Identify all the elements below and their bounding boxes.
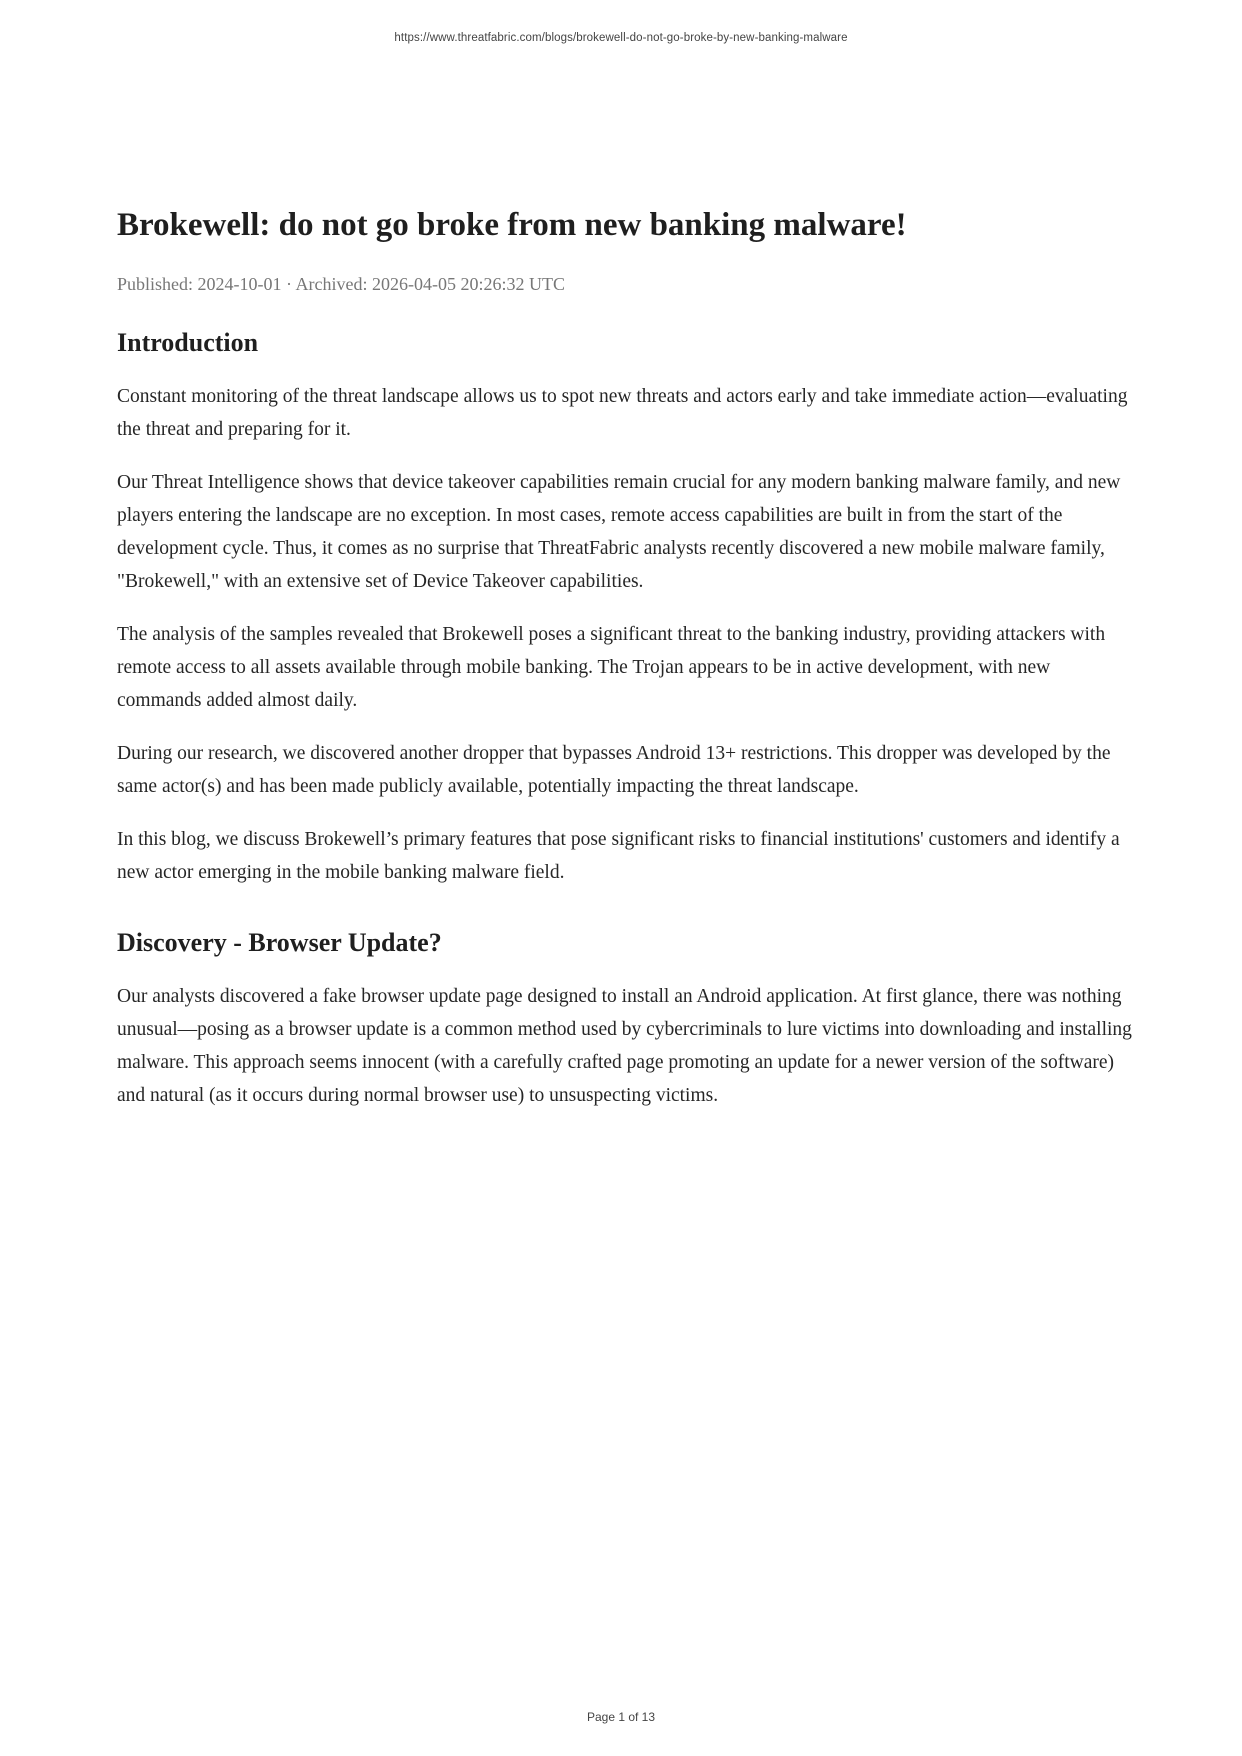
page-url-header: https://www.threatfabric.com/blogs/brokewell-do-not-go-broke-by-new-banking-malware bbox=[394, 32, 848, 44]
paragraph: Our analysts discovered a fake browser update page designed to install an Android application. At first glance, there was nothing unusual—posing as a browser update is a common method used by cybercriminals to lure victims into downloading and installing malware. This approach seems innocent (with a carefully crafted page promoting an update for a newer version of the software) and natural (as it occurs during normal browser use) to unsuspecting victims. bbox=[117, 985, 1132, 1106]
paragraph: Constant monitoring of the threat landscape allows us to spot new threats and actors early and take immediate action—evaluating the threat and preparing for it. bbox=[117, 385, 1128, 440]
article-title: Brokewell: do not go broke from new banking malware! bbox=[117, 207, 907, 243]
paragraph: The analysis of the samples revealed that Brokewell poses a significant threat to the banking industry, providing attackers with remote access to all assets available through mobile banking. The Trojan appears to be in active development, with new commands added almost daily. bbox=[117, 623, 1106, 711]
page-number-footer: Page 1 of 13 bbox=[586, 1710, 656, 1724]
article bbox=[117, 206, 1133, 1132]
article-meta: Published: 2024-10-01 · Archived: 2026-04-05 20:26:32 UTC bbox=[117, 273, 565, 294]
paragraph: In this blog, we discuss Brokewell’s primary features that pose significant risks to financial institutions' customers and identify a new actor emerging in the mobile banking malware field. bbox=[117, 828, 1120, 883]
section-heading-introduction: Introduction bbox=[117, 327, 259, 357]
paragraph: During our research, we discovered another dropper that bypasses Android 13+ restrictions. This dropper was developed by the same actor(s) and has been made publicly available, potentially impacting the threat landscape. bbox=[117, 742, 1111, 797]
paragraph: Our Threat Intelligence shows that device takeover capabilities remain crucial for any modern banking malware family, and new players entering the landscape are no exception. In most cases, remote access capabilities are built in from the start of the development cycle. Thus, it comes as no surprise that ThreatFabric analysts recently discovered a new mobile malware family, "Brokewell," with an extensive set of Device Takeover capabilities. bbox=[117, 471, 1121, 592]
section-heading-discovery: Discovery - Browser Update? bbox=[117, 927, 442, 957]
